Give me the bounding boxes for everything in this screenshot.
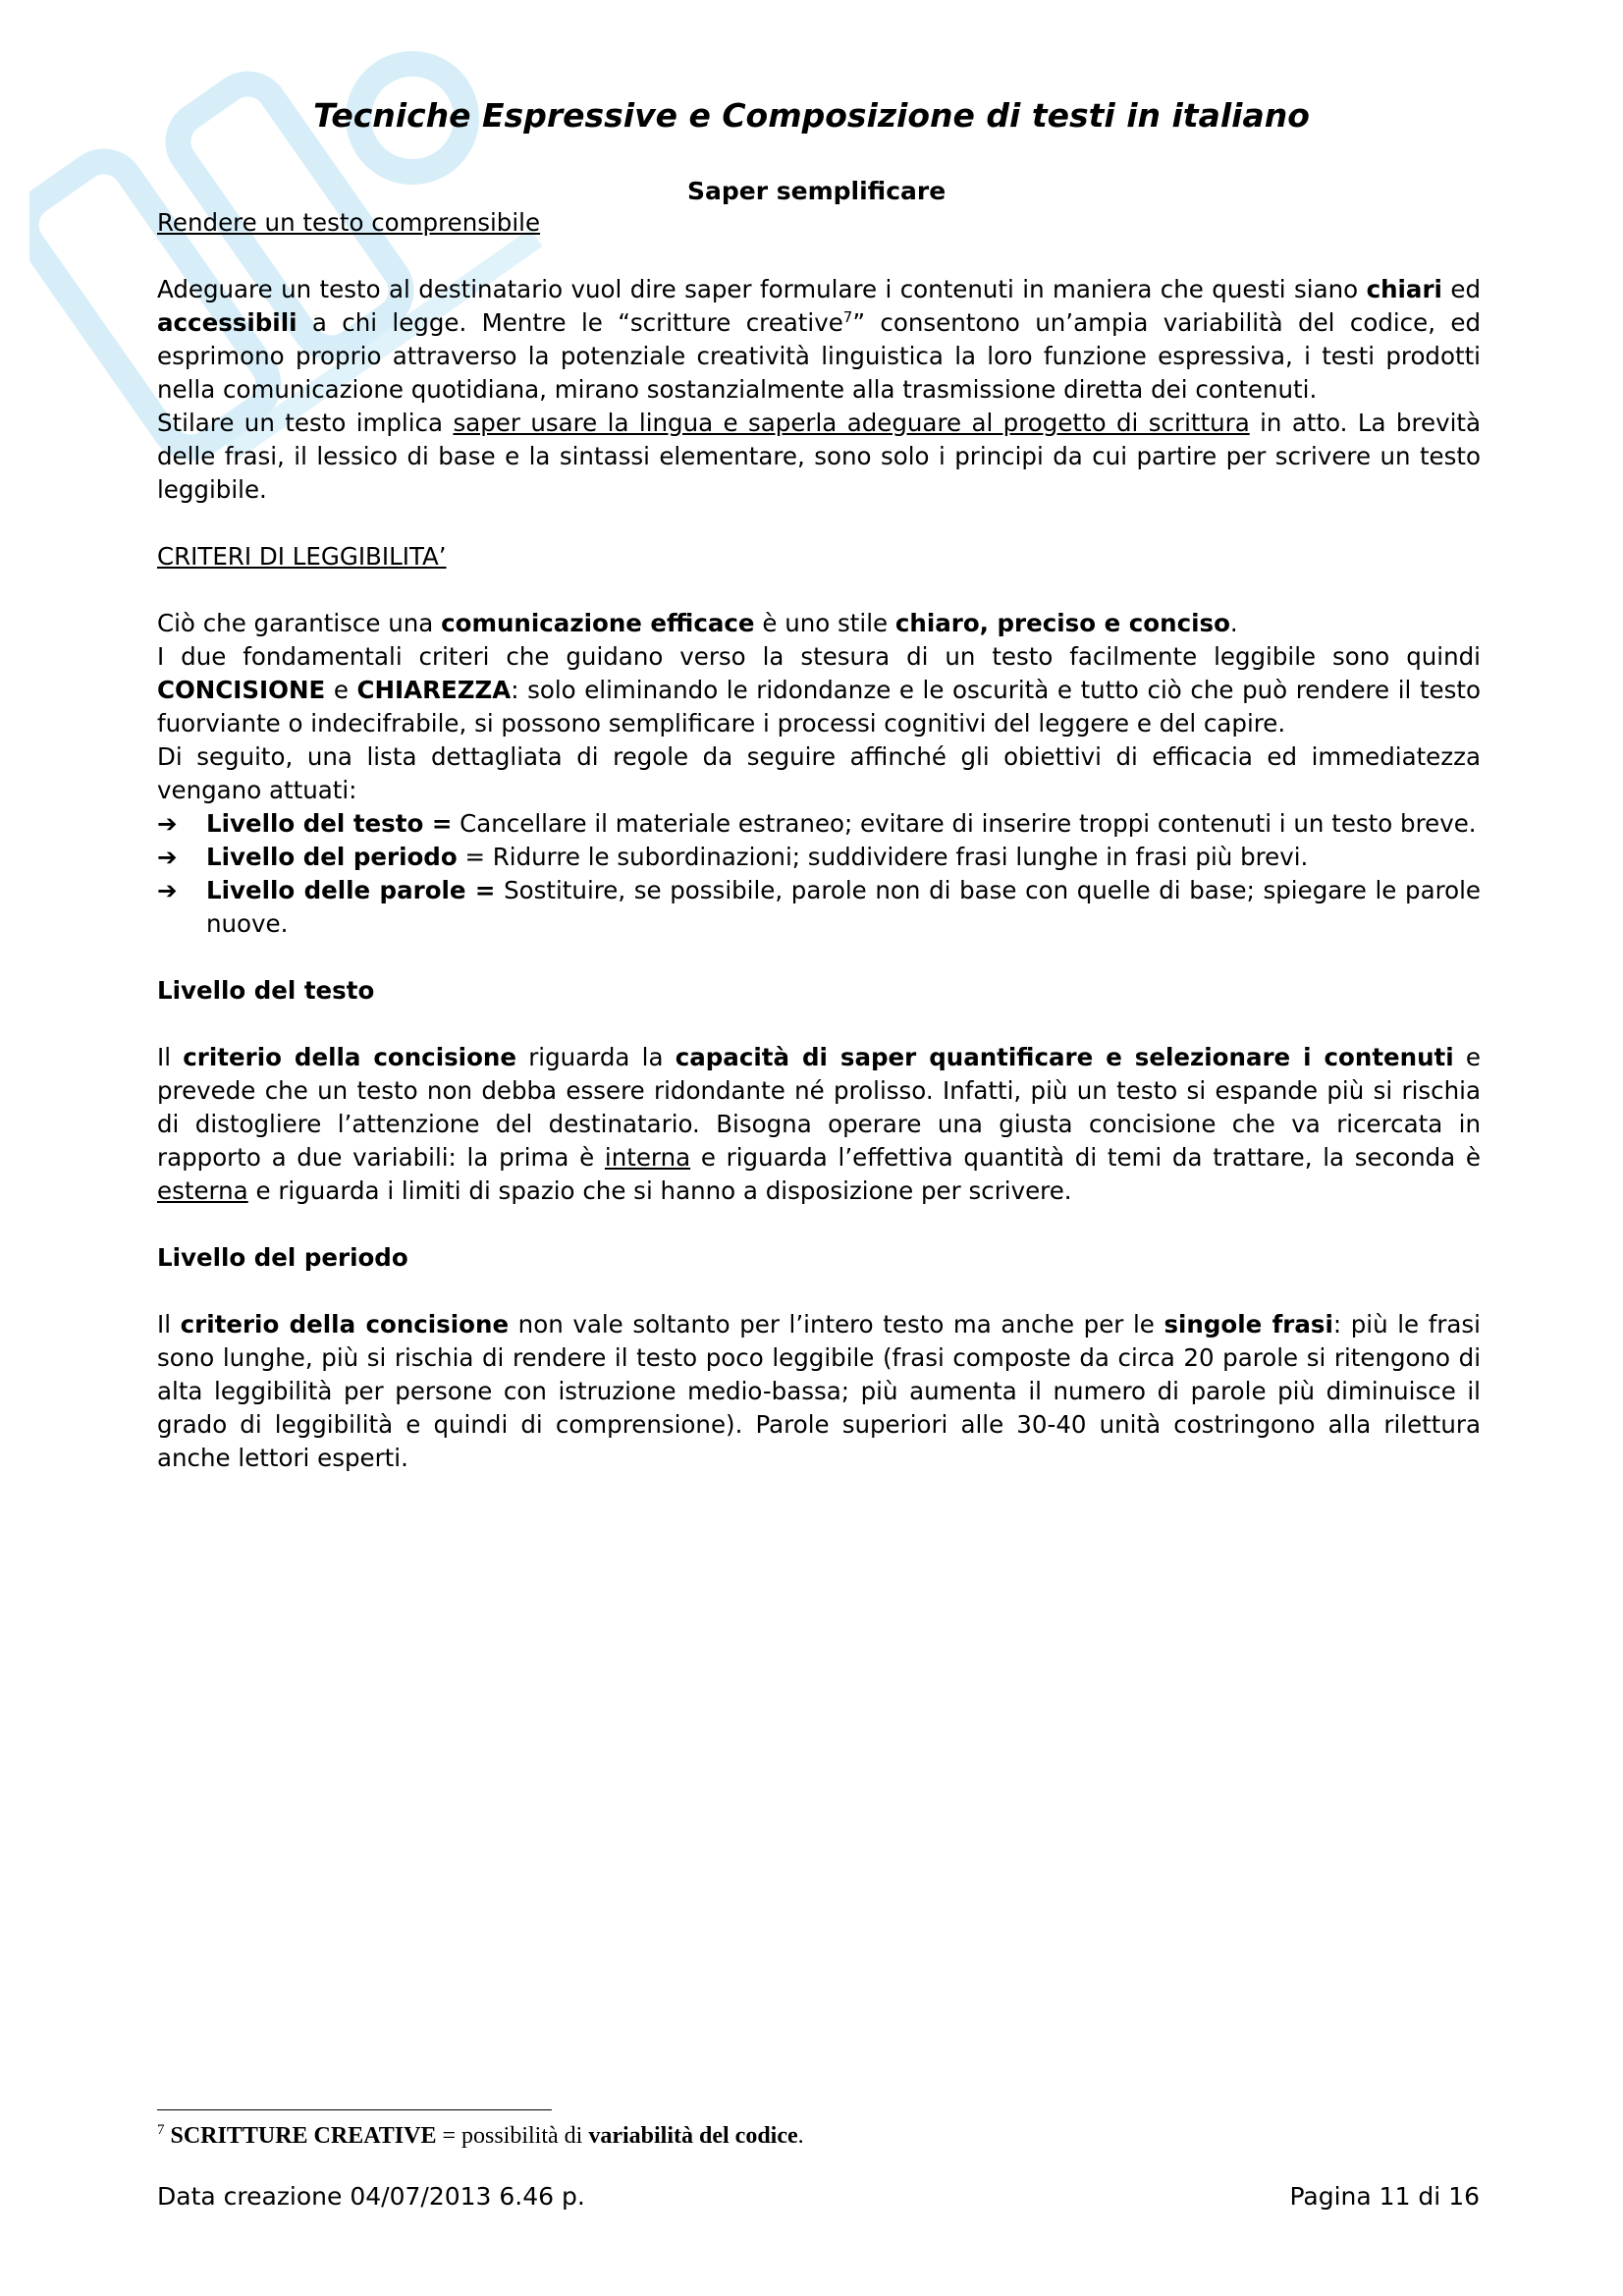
heading-livello-periodo: Livello del periodo — [157, 1243, 408, 1272]
section-title: Saper semplificare — [687, 177, 947, 205]
main-content — [157, 206, 1481, 1475]
intro-paragraph-2: Stilare un testo implica saper usare la lingua e saperla adeguare al progetto di scrittura in atto. La brevità delle frasi, il lessico di base e la sintassi elementare, sono solo i principi da cui partire per scrivere un testo leggibile. — [157, 409, 1482, 504]
arrow-icon: ➔ — [157, 809, 178, 838]
arrow-icon: ➔ — [157, 876, 178, 904]
intro-paragraph-1: Adeguare un testo al destinatario vuol dire saper formulare i contenuti in maniera che questi siano chiari ed accessibili a chi legge. Mentre le “scritture creative$^7$” consentono un’ampia variabilità del codice, ed esprimono proprio attraverso la potenziale creatività linguistica la loro funzione espressiva, i testi prodotti nella comunicazione quotidiana, mirano sostanzialmente alla trasmissione diretta dei contenuti. — [157, 275, 1481, 404]
list-item: ➔ Livello delle parole = Sostituire, se possibile, parole non di base con quelle di base; spiegare le parole nuove. — [157, 876, 1481, 938]
document-title: Tecniche Espressive e Composizione di testi in italiano — [313, 96, 1310, 135]
arrow-icon: ➔ — [157, 843, 178, 871]
footnote-ref[interactable]: 7 — [842, 307, 853, 326]
criteri-paragraph-1: Ciò che garantisce una comunicazione efficace è uno stile chiaro, preciso e conciso. — [157, 609, 1238, 637]
rules-list — [157, 807, 1481, 941]
testo-paragraph: Il criterio della concisione riguarda la capacità di saper quantificare e selezionare i contenuti e prevede che un testo non debba essere ridondante né prolisso. Infatti, più un testo si espande più si rischia di distogliere l’attenzione del destinatario. Bisogna operare una giusta concisione che va ricercata in rapporto a due variabili: la prima è interna e riguarda l’effettiva quantità di temi da trattare, la seconda è esterna e riguarda i limiti di spazio che si hanno a disposizione per scrivere. — [157, 1043, 1481, 1205]
heading-livello-testo: Livello del testo — [157, 976, 375, 1005]
list-item: ➔ Livello del testo = Cancellare il materiale estraneo; evitare di inserire troppi contenuti i un testo breve. — [157, 807, 1481, 841]
list-item: ➔ Livello del periodo = Ridurre le subordinazioni; suddividere frasi lunghe in frasi più brevi. — [157, 841, 1481, 874]
footnote-divider — [157, 2109, 552, 2110]
criteri-paragraph-2: I due fondamentali criteri che guidano verso la stesura di un testo facilmente leggibile sono quindi CONCISIONE e CHIAREZZA: solo eliminando le ridondanze e le oscurità e tutto ciò che può rendere il testo fuorviante o indecifrabile, si possono semplificare i processi cognitivi del leggere e del capire. — [157, 642, 1481, 738]
footnote: $^7$ SCRITTURE CREATIVE = possibilità di variabilità del codice. — [157, 2122, 804, 2149]
periodo-paragraph: Il criterio della concisione non vale soltanto per l’intero testo ma anche per le singole frasi: più le frasi sono lunghe, più si rischia di rendere il testo poco leggibile (frasi composte da circa 20 parole si ritengono di alta leggibilità per persone con istruzione medio-bassa; più aumenta il numero di parole più diminuisce il grado di leggibilità e quindi di comprensione). Parole superiori alle 30-40 unità costringono alla rilettura anche lettori esperti. — [157, 1310, 1481, 1472]
criteri-paragraph-3: Di seguito, una lista dettagliata di regole da seguire affinché gli obiettivi di efficacia ed immediatezza vengano attuati: — [157, 742, 1481, 804]
creation-date: Data creazione 04/07/2013 6.46 p. — [157, 2182, 585, 2211]
section-subtitle: Rendere un testo comprensibile — [157, 208, 541, 237]
page-number: Pagina 11 di 16 — [1289, 2182, 1480, 2211]
criteri-heading: CRITERI DI LEGGIBILITA’ — [157, 542, 447, 571]
